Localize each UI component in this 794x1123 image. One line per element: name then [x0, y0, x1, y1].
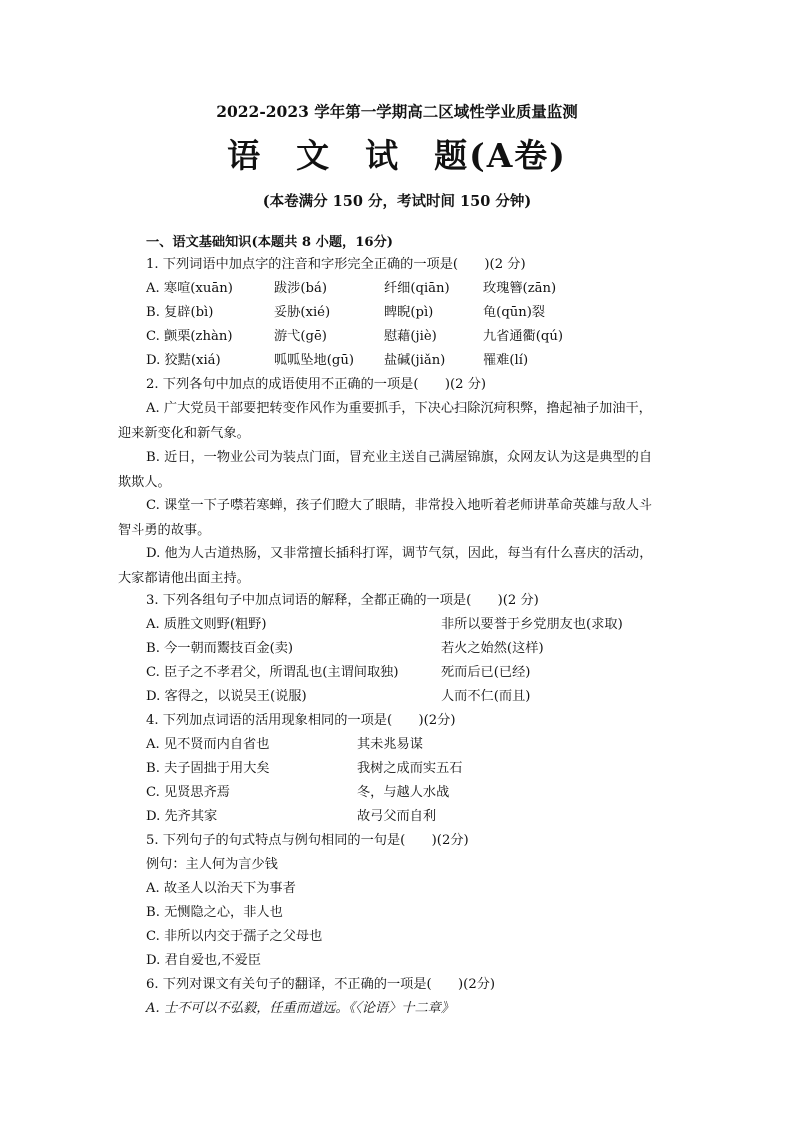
question-2-stem: 2. 下列各句中加点的成语使用不正确的一项是( )(2 分): [146, 377, 487, 392]
q1-option-d-3: 盐碱(jiǎn): [384, 353, 446, 368]
q1-option-a-1: A. 寒喧(xuān): [146, 281, 233, 296]
q4-option-d-right: 故弓父而自利: [357, 809, 437, 824]
q3-option-d-left: D. 客得之，以说吴王(说服): [146, 689, 307, 704]
q3-option-c-right: 死而后已(已经): [441, 665, 531, 680]
question-4-stem: 4. 下列加点词语的活用现象相同的一项是( )(2分): [146, 713, 456, 728]
q2-option-a: A. 广大党员干部要把转变作风作为重要抓手，下决心扫除沉疴积弊，撸起袖子加油干，迎来新变化和新气象。: [118, 401, 652, 441]
q1-option-a-3: 纤细(qiān): [384, 281, 450, 296]
q4-option-b-left: B. 夫子固拙于用大矣: [146, 761, 270, 776]
exam-title: [0, 130, 794, 177]
q1-option-b-1: B. 复辟(bì): [146, 305, 214, 320]
q2-option-d: D. 他为人古道热肠，又非常擅长插科打诨，调节气氛，因此，每当有什么喜庆的活动，大家都请他出面主持。: [118, 546, 653, 586]
title-char-1: 语: [227, 136, 263, 175]
q2-option-c: C. 课堂一下子噤若寒蝉，孩子们瞪大了眼睛，非常投入地听着老师讲革命英雄与敌人斗智斗勇的故事。: [118, 498, 652, 538]
q1-option-d-2: 呱呱坠地(gū): [274, 353, 354, 368]
q2-option-b: B. 近日，一物业公司为装点门面，冒充业主送自己满屋锦旗，众网友认为这是典型的自欺欺人。: [118, 450, 653, 490]
question-1-stem: 1. 下列词语中加点字的注音和字形完全正确的一项是( )(2 分): [146, 257, 526, 272]
q5-option-d: D. 君自爱也,不爱臣: [146, 953, 261, 968]
q1-option-d-4: 罹难(lí): [483, 353, 529, 368]
q4-option-a-right: 其未兆易谋: [357, 737, 423, 752]
q1-option-c-3: 慰藉(jiè): [384, 329, 437, 344]
q3-option-b-right: 若火之始然(这样): [441, 641, 544, 656]
q3-option-c-left: C. 臣子之不孝君父，所谓乱也(主谓间取独): [146, 665, 399, 680]
q3-option-a-left: A. 质胜文则野(粗野): [146, 617, 267, 632]
q4-option-c-left: C. 见贤思齐焉: [146, 785, 230, 800]
q4-option-d-left: D. 先齐其家: [146, 809, 218, 824]
title-char-4: 题(A卷): [434, 136, 567, 175]
q3-option-d-right: 人而不仁(而且): [441, 689, 531, 704]
q5-option-a: A. 故圣人以治天下为事者: [146, 881, 296, 896]
q6-option-a: A. 士不可以不弘毅，任重而道远。《〈论语〉十二章》: [146, 1001, 455, 1016]
score-note: (本卷满分 150 分，考试时间 150 分钟): [262, 193, 532, 210]
q4-option-b-right: 我树之成而实五石: [357, 761, 463, 776]
question-3-stem: 3. 下列各组句子中加点词语的解释，全都正确的一项是( )(2 分): [146, 593, 539, 608]
exam-header: 2022-2023 学年第一学期高二区域性学业质量监测: [216, 102, 578, 121]
q1-option-c-2: 游弋(gē): [274, 329, 327, 344]
q5-example: 例句：主人何为言少钱: [146, 857, 278, 872]
title-char-3: 试: [365, 136, 401, 175]
q1-option-c-1: C. 颤栗(zhàn): [146, 329, 233, 344]
question-6-stem: 6. 下列对课文有关句子的翻译，不正确的一项是( )(2分): [146, 977, 496, 992]
q1-option-b-3: 睥睨(pì): [384, 305, 434, 320]
q1-option-b-4: 龟(qūn)裂: [483, 305, 546, 320]
question-5-stem: 5. 下列句子的句式特点与例句相同的一句是( )(2分): [146, 833, 469, 848]
q1-option-d-1: D. 狡黠(xiá): [146, 353, 221, 368]
q1-option-b-2: 妥胁(xié): [274, 305, 331, 320]
q1-option-a-4: 玫瑰簪(zān): [483, 281, 557, 296]
q4-option-c-right: 冬，与越人水战: [357, 785, 450, 800]
q5-option-c: C. 非所以内交于孺子之父母也: [146, 929, 323, 944]
q3-option-a-right: 非所以要誉于乡党朋友也(求取): [441, 617, 623, 632]
q1-option-a-2: 跋涉(bá): [274, 281, 327, 296]
title-char-2: 文: [296, 136, 332, 175]
q3-option-b-left: B. 今一朝而鬻技百金(卖): [146, 641, 294, 656]
q4-option-a-left: A. 见不贤而内自省也: [146, 737, 270, 752]
q5-option-b: B. 无恻隐之心，非人也: [146, 905, 283, 920]
section-heading: 一、语文基础知识(本题共 8 小题，16分): [146, 235, 394, 250]
q1-option-c-4: 九省通衢(qú): [483, 329, 563, 344]
